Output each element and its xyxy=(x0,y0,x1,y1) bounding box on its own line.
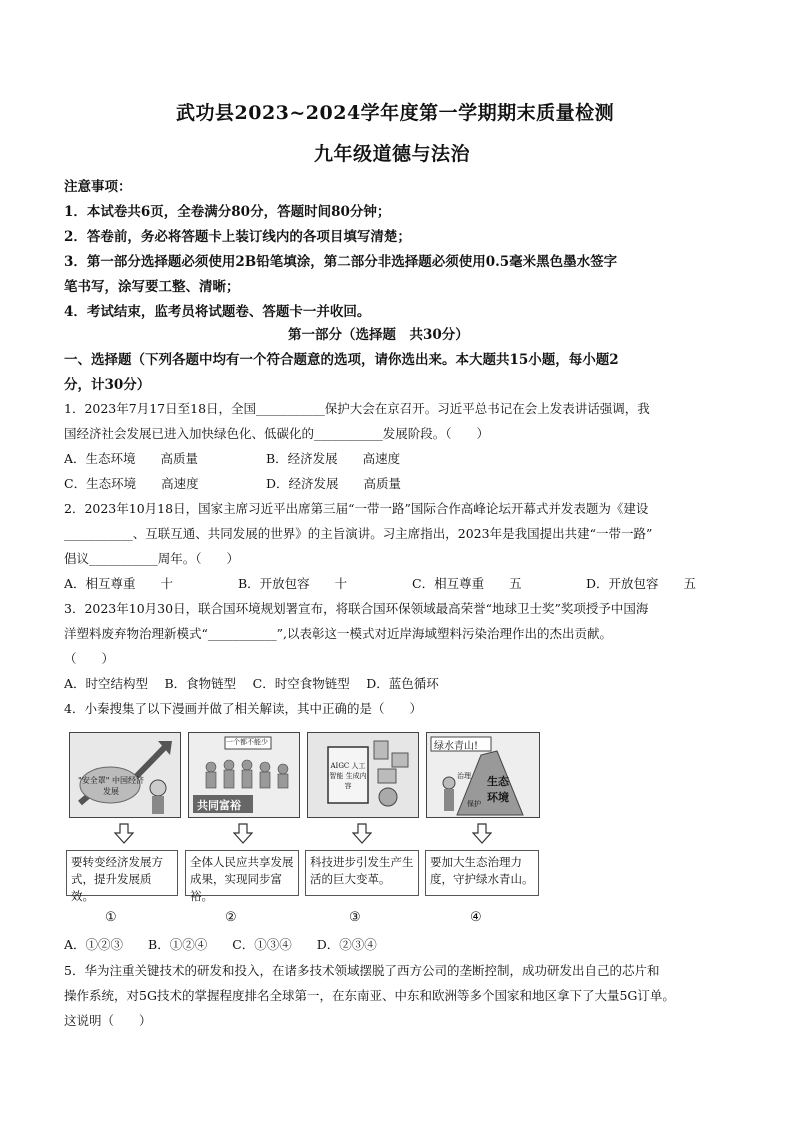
q1-line2: 国经济社会发展已进入加快绿色化、低碳化的___________发展阶段。（ ） xyxy=(64,426,490,441)
cartoon-4-number: ④ xyxy=(470,910,482,925)
cartoon-2 xyxy=(188,732,300,818)
q2-line2: ___________、互联互通、共同发展的世界》的主旨演讲。习主席指出，2023年是我国提出共建“一带一路” xyxy=(64,526,653,541)
cartoon-2-label: 共同富裕 xyxy=(197,799,241,812)
q3-line2: 洋塑料废弃物治理新模式“___________”,以表彰这一模式对近岸海域塑料污染治理作出的杰出贡献。 xyxy=(64,626,613,641)
cartoon-3-caption: 科技进步引发生产生活的巨大变革。 xyxy=(305,850,419,896)
q5-line3: 这说明（ ） xyxy=(64,1013,152,1028)
note-1: 1．本试卷共6页，全卷满分80分，答题时间80分钟； xyxy=(64,204,391,220)
q1-option-a: A．生态环境 高质量 xyxy=(64,451,199,466)
cartoon-1-label: "安全罩" 中国经济发展 xyxy=(78,776,144,796)
cartoon-2-caption: 全体人民应共享发展成果，实现同步富裕。 xyxy=(185,850,299,896)
down-arrow-icon xyxy=(114,823,134,845)
q1-option-b: B．经济发展 高速度 xyxy=(266,451,401,466)
q2-line1: 2．2023年10月18日，国家主席习近平出席第三届“一带一路”国际合作高峰论坛开幕式并发表题为《建设 xyxy=(64,501,649,516)
q2-option-b: B．开放包容 十 xyxy=(238,576,348,591)
exam-subtitle: 九年级道德与法治 xyxy=(314,143,471,165)
cartoon-4-label: 生态环境 xyxy=(487,775,509,804)
q2-option-a: A．相互尊重 十 xyxy=(64,576,174,591)
part1-heading: 第一部分（选择题 共30分） xyxy=(288,327,469,343)
q2-line3: 倡议___________周年。（ ） xyxy=(64,551,240,566)
section-heading-b: 分，计30分） xyxy=(64,377,151,393)
cartoon-1-caption: 要转变经济发展方式，提升发展质效。 xyxy=(66,850,178,896)
q1-option-c: C．生态环境 高速度 xyxy=(64,476,199,491)
down-arrow-icon xyxy=(233,823,253,845)
q2-option-d: D．开放包容 五 xyxy=(586,576,697,591)
cartoon-2-number: ② xyxy=(225,910,237,925)
q3-options: A．时空结构型 B．食物链型 C．时空食物链型 D．蓝色循环 xyxy=(64,676,439,691)
note-3a: 3．第一部分选择题必须使用2B铅笔填涂，第二部分非选择题必须使用0.5毫米黑色墨水签字 xyxy=(64,254,618,270)
cartoon-4-small2: 保护 xyxy=(467,800,481,808)
q4-stem: 4．小秦搜集了以下漫画并做了相关解读，其中正确的是（ ） xyxy=(64,701,422,716)
cartoon-2-sign: 一个都不能少 xyxy=(226,738,268,746)
notes-heading: 注意事项： xyxy=(64,179,132,195)
cartoon-1-number: ① xyxy=(105,910,117,925)
note-4: 4．考试结束，监考员将试题卷、答题卡一并收回。 xyxy=(64,304,371,320)
down-arrow-icon xyxy=(352,823,372,845)
cartoon-3-label: AIGC 人工智能 生成内容 xyxy=(329,762,367,790)
exam-title: 武功县2023~2024学年度第一学期期末质量检测 xyxy=(176,102,615,124)
cartoon-1 xyxy=(69,732,181,818)
cartoon-4-small1: 治理 xyxy=(457,772,471,780)
q1-line1: 1．2023年7月17日至18日，全国___________保护大会在京召开。习近平总书记在会上发表讲话强调，我 xyxy=(64,401,650,416)
cartoon-4-sign: 绿水青山! xyxy=(434,741,479,752)
cartoon-3-number: ③ xyxy=(349,910,361,925)
q1-option-d: D．经济发展 高质量 xyxy=(266,476,402,491)
note-3b: 笔书写，涂写要工整、清晰； xyxy=(64,279,240,295)
q3-line1: 3．2023年10月30日，联合国环境规划署宣布，将联合国环保领域最高荣誉“地球卫士奖”奖项授予中国海 xyxy=(64,601,649,616)
q3-line3: （ ） xyxy=(64,651,115,666)
cartoon-4 xyxy=(426,732,540,818)
q5-line2: 操作系统，对5G技术的掌握程度排名全球第一，在东南亚、中东和欧洲等多个国家和地区拿下了大量5G订单。 xyxy=(64,988,675,1003)
section-heading-a: 一、选择题（下列各题中均有一个符合题意的选项，请你选出来。本大题共15小题，每小题2 xyxy=(64,352,619,368)
down-arrow-icon xyxy=(472,823,492,845)
cartoon-4-caption: 要加大生态治理力度，守护绿水青山。 xyxy=(425,850,539,896)
note-2: 2．答卷前，务必将答题卡上装订线内的各项目填写清楚； xyxy=(64,229,411,245)
q2-option-c: C．相互尊重 五 xyxy=(412,576,522,591)
cartoon-3 xyxy=(307,732,419,818)
q5-line1: 5．华为注重关键技术的研发和投入，在诸多技术领域摆脱了西方公司的垄断控制，成功研发出自己的芯片和 xyxy=(64,963,660,978)
q4-options: A．①②③ B．①②④ C．①③④ D．②③④ xyxy=(64,937,377,952)
